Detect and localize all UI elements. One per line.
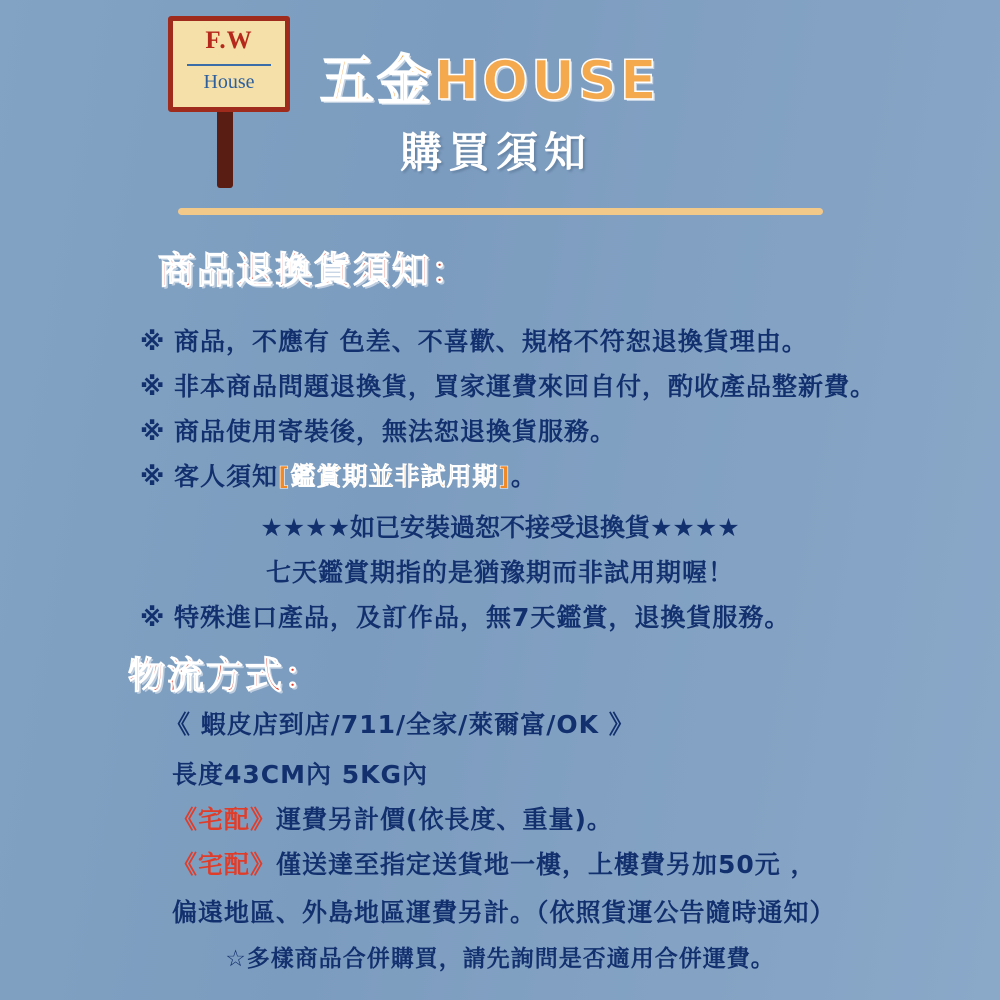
logistics-section-heading: 物流方式： <box>128 654 323 697</box>
customer-notice-row <box>140 457 537 493</box>
remote-area-line: 偏遠地區、外島地區運費另計。（依照貨運公告隨時通知） <box>172 898 836 927</box>
sign-board <box>168 16 290 112</box>
header-divider <box>178 208 823 215</box>
combine-shipping-note: ☆多樣商品合併購買，請先詢問是否適用合併運費。 <box>225 946 775 972</box>
star-warning-line: ★★★★如已安裝過恕不接受退換貨★★★★ <box>260 513 740 542</box>
header <box>0 0 1000 200</box>
home-delivery-tag: 《宅配》 <box>172 850 277 879</box>
customer-notice-suffix: 。 <box>510 462 537 491</box>
home-delivery-tag: 《宅配》 <box>172 805 277 834</box>
sign-bottom-text: House <box>203 71 255 93</box>
customer-notice-prefix: 客人須知 <box>174 462 279 491</box>
list-item-text: 特殊進口產品，及訂作品，無7天鑑賞，退換貨服務。 <box>174 603 791 632</box>
sign-post <box>217 112 233 188</box>
home-delivery-fee-line <box>172 800 613 836</box>
home-delivery-scope-line <box>172 845 817 881</box>
bullet-mark: ※ <box>140 603 166 632</box>
list-item-text: 商品使用寄裝後，無法恕退換貨服務。 <box>174 417 617 446</box>
sign-divider <box>187 64 271 66</box>
page-subtitle: 購買須知 <box>400 128 593 177</box>
home-delivery-text: 運費另計價(依長度、重量)。 <box>276 805 613 834</box>
list-item <box>140 412 616 448</box>
explanation-line: 七天鑑賞期指的是猶豫期而非試用期喔！ <box>265 558 734 587</box>
size-limit-line: 長度43CM內 5KG內 <box>172 760 429 789</box>
list-item <box>140 367 876 403</box>
list-item-text: 商品，不應有 色差、不喜歡、規格不符恕退換貨理由。 <box>174 327 808 356</box>
bullet-mark: ※ <box>140 372 166 401</box>
bullet-mark: ※ <box>140 417 166 446</box>
list-item <box>140 598 790 634</box>
returns-section-heading: 商品退換貨須知： <box>158 249 470 292</box>
bullet-mark: ※ <box>140 462 166 491</box>
list-item-text: 非本商品問題退換貨，買家運費來回自付，酌收產品整新費。 <box>174 372 877 401</box>
page-title: 五金HOUSE <box>320 49 660 112</box>
customer-notice-highlight: [鑑賞期並非試用期] <box>278 462 511 491</box>
shipping-channels-line: 《 蝦皮店到店/711/全家/萊爾富/OK 》 <box>165 710 635 739</box>
bullet-mark: ※ <box>140 327 166 356</box>
sign-top-text: F.W <box>205 27 253 54</box>
shop-sign-icon <box>168 16 294 191</box>
home-delivery-text: 僅送達至指定送貨地一樓，上樓費另加50元 ， <box>276 850 817 879</box>
list-item <box>140 322 808 358</box>
